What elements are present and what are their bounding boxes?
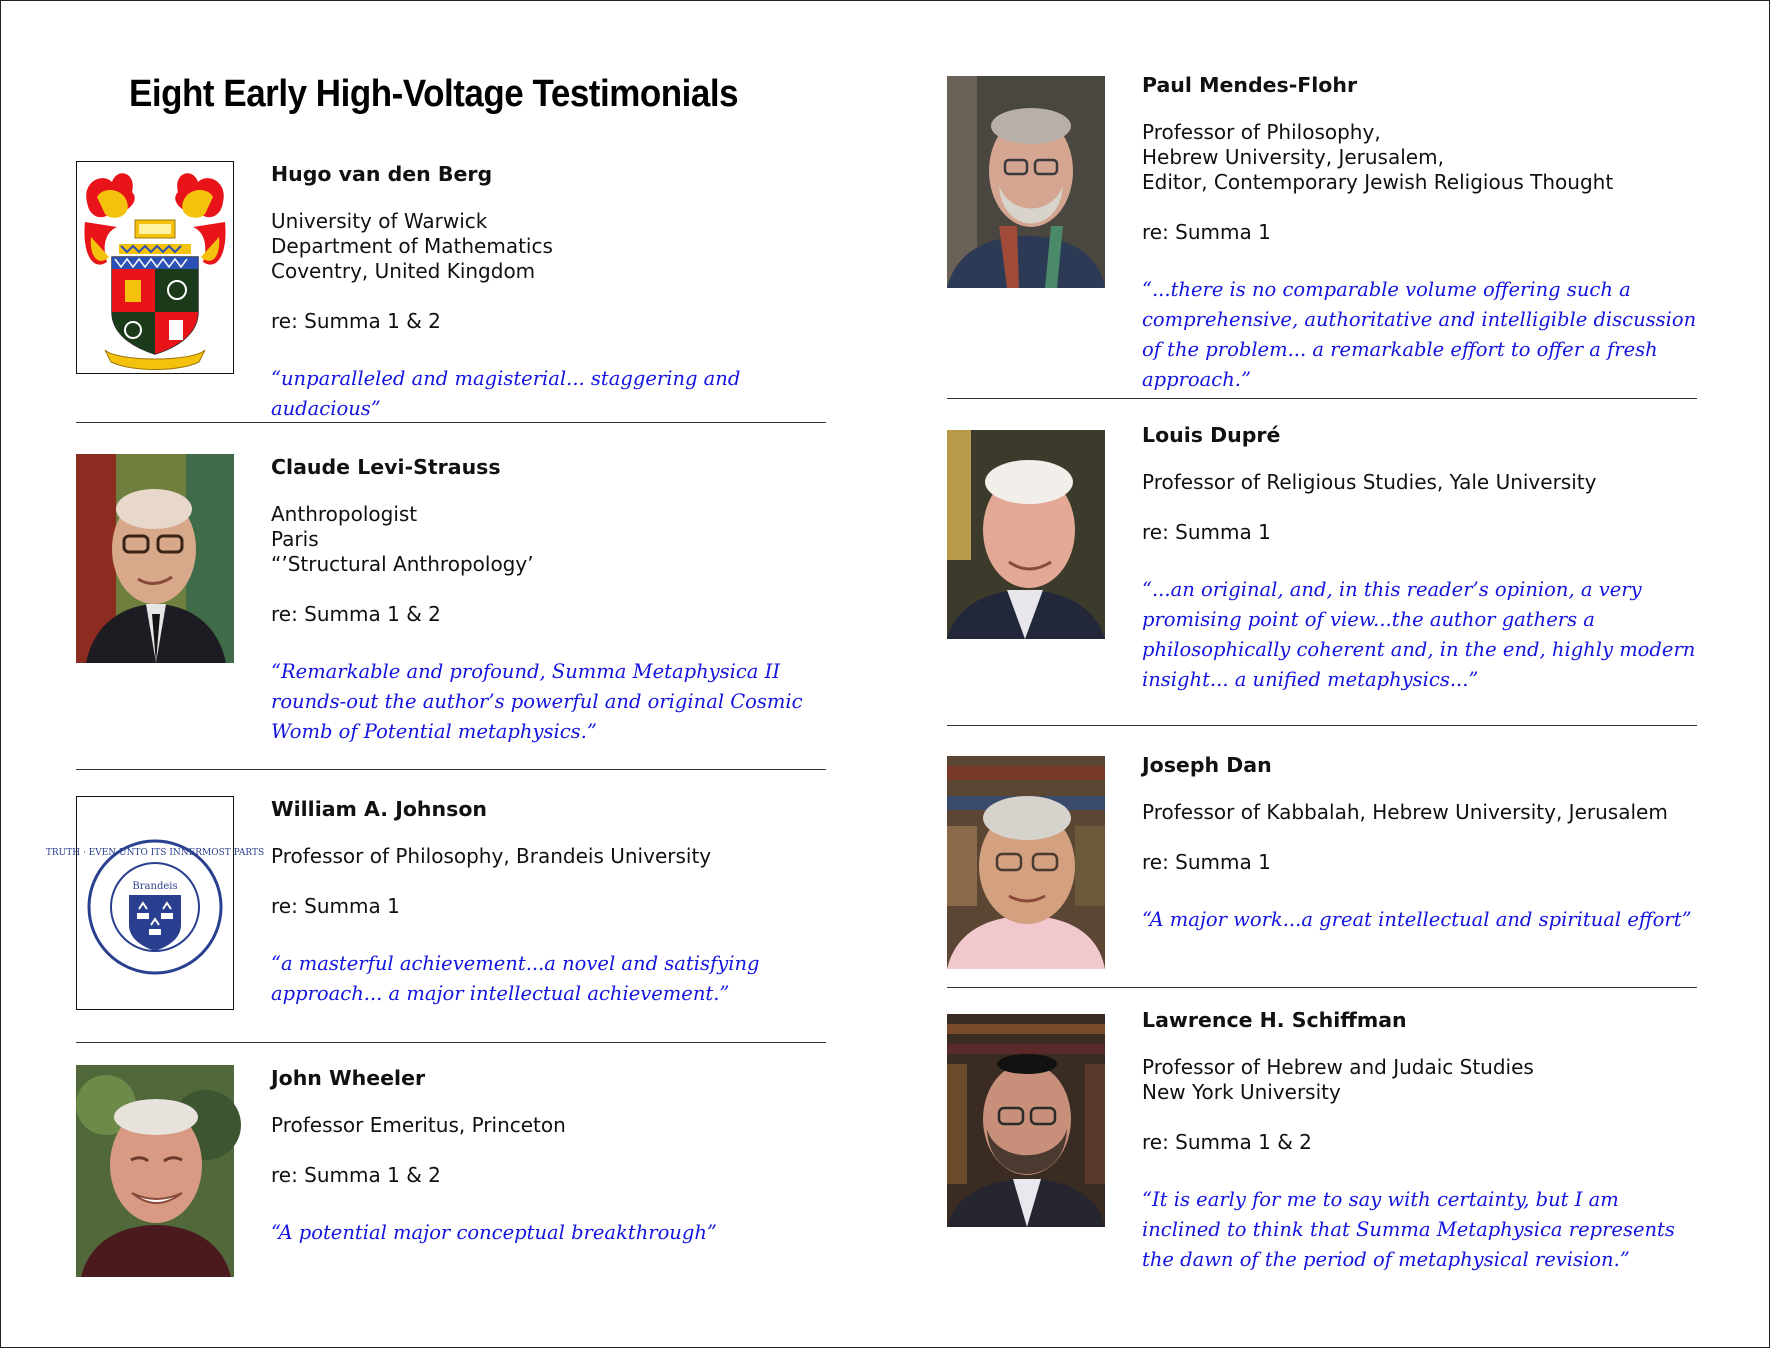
brandeis-seal-image	[45, 796, 265, 1010]
divider	[947, 398, 1697, 399]
affiliation-line: Professor Emeritus, Princeton	[271, 1113, 566, 1137]
person-name: Hugo van den Berg	[271, 162, 493, 186]
testimonial-quote: “a masterful achievement...a novel and satisfying approach... a major intellectual achievement.”	[271, 952, 760, 1005]
divider	[947, 987, 1697, 988]
testimonial-text	[271, 796, 826, 1009]
regarding-label: re: Summa 1	[1142, 520, 1271, 544]
divider	[76, 1042, 826, 1043]
testimonial-text	[271, 161, 826, 424]
testimonial-text	[271, 454, 826, 747]
affiliation-line: Professor of Religious Studies, Yale University	[1142, 470, 1597, 494]
affiliation-line: Hebrew University, Jerusalem,	[1142, 145, 1444, 169]
affiliation-line: Professor of Philosophy,	[1142, 120, 1381, 144]
divider	[947, 725, 1697, 726]
person-name: Lawrence H. Schiffman	[1142, 1008, 1407, 1032]
affiliation-line: New York University	[1142, 1080, 1341, 1104]
testimonial-quote: “...there is no comparable volume offering such a comprehensive, authoritative and intelligible discussion of the problem... a remarkable effort to offer a fresh approach.”	[1142, 278, 1697, 391]
regarding-label: re: Summa 1	[1142, 850, 1271, 874]
affiliation-line: Professor of Philosophy, Brandeis University	[271, 844, 712, 868]
affiliation-line: Coventry, United Kingdom	[271, 259, 536, 283]
portrait-image	[76, 454, 234, 663]
portrait-image	[947, 76, 1105, 288]
regarding-label: re: Summa 1 & 2	[1142, 1130, 1312, 1154]
divider	[76, 422, 826, 423]
portrait-image	[76, 1065, 234, 1277]
portrait-photo	[76, 1065, 234, 1277]
divider	[76, 769, 826, 770]
person-name: Joseph Dan	[1142, 753, 1272, 777]
portrait-photo	[947, 76, 1105, 288]
person-name: John Wheeler	[271, 1066, 426, 1090]
testimonial-quote: “It is early for me to say with certainty, but I am inclined to think that Summa Metaphysica represents the dawn of the period of metaphysical revision.”	[1142, 1188, 1675, 1271]
testimonial-text	[271, 1065, 826, 1248]
seal-center-text: Brandeis	[132, 881, 178, 892]
regarding-label: re: Summa 1 & 2	[271, 1163, 441, 1187]
regarding-label: re: Summa 1	[271, 894, 400, 918]
portrait-photo	[947, 756, 1105, 969]
testimonial-text	[1142, 422, 1697, 695]
affiliation-line: “’Structural Anthropology’	[271, 552, 534, 576]
person-name: Claude Levi-Strauss	[271, 455, 501, 479]
portrait-photo	[947, 430, 1105, 639]
regarding-label: re: Summa 1	[1142, 220, 1271, 244]
testimonial-quote: “A potential major conceptual breakthrough”	[271, 1221, 717, 1244]
regarding-label: re: Summa 1 & 2	[271, 602, 441, 626]
seal-ring-text: TRUTH · EVEN UNTO ITS INNERMOST PARTS	[45, 848, 265, 858]
warwick-crest-image	[76, 161, 234, 374]
testimonial-text	[1142, 1007, 1697, 1275]
affiliation-line: Editor, Contemporary Jewish Religious Thought	[1142, 170, 1614, 194]
page-title: Eight Early High-Voltage Testimonials	[129, 73, 739, 115]
testimonial-quote: “A major work...a great intellectual and spiritual effort”	[1142, 908, 1692, 931]
portrait-image	[947, 1014, 1105, 1227]
testimonial-text	[1142, 752, 1697, 935]
testimonial-quote: “Remarkable and profound, Summa Metaphysica II rounds-out the author’s powerful and original Cosmic Womb of Potential metaphysics.”	[271, 660, 803, 743]
person-name: Louis Dupré	[1142, 423, 1281, 447]
testimonial-text	[1142, 72, 1697, 395]
affiliation-line: Department of Mathematics	[271, 234, 553, 258]
affiliation-line: Paris	[271, 527, 319, 551]
crest-icon	[77, 162, 233, 373]
portrait-photo	[76, 454, 234, 663]
regarding-label: re: Summa 1 & 2	[271, 309, 441, 333]
portrait-image	[947, 430, 1105, 639]
brandeis-seal-icon	[45, 797, 265, 1009]
affiliation-line: Anthropologist	[271, 502, 418, 526]
portrait-photo	[947, 1014, 1105, 1227]
person-name: Paul Mendes-Flohr	[1142, 73, 1358, 97]
testimonial-quote: “unparalleled and magisterial... staggering and audacious”	[271, 367, 741, 420]
affiliation-line: Professor of Kabbalah, Hebrew University, Jerusalem	[1142, 800, 1668, 824]
testimonial-quote: “...an original, and, in this reader’s opinion, a very promising point of view...the author gathers a philosophically coherent and, in the end, highly modern insight... a unified metaphysics...”	[1142, 578, 1696, 691]
person-name: William A. Johnson	[271, 797, 488, 821]
portrait-image	[947, 756, 1105, 969]
affiliation-line: University of Warwick	[271, 209, 488, 233]
affiliation-line: Professor of Hebrew and Judaic Studies	[1142, 1055, 1534, 1079]
